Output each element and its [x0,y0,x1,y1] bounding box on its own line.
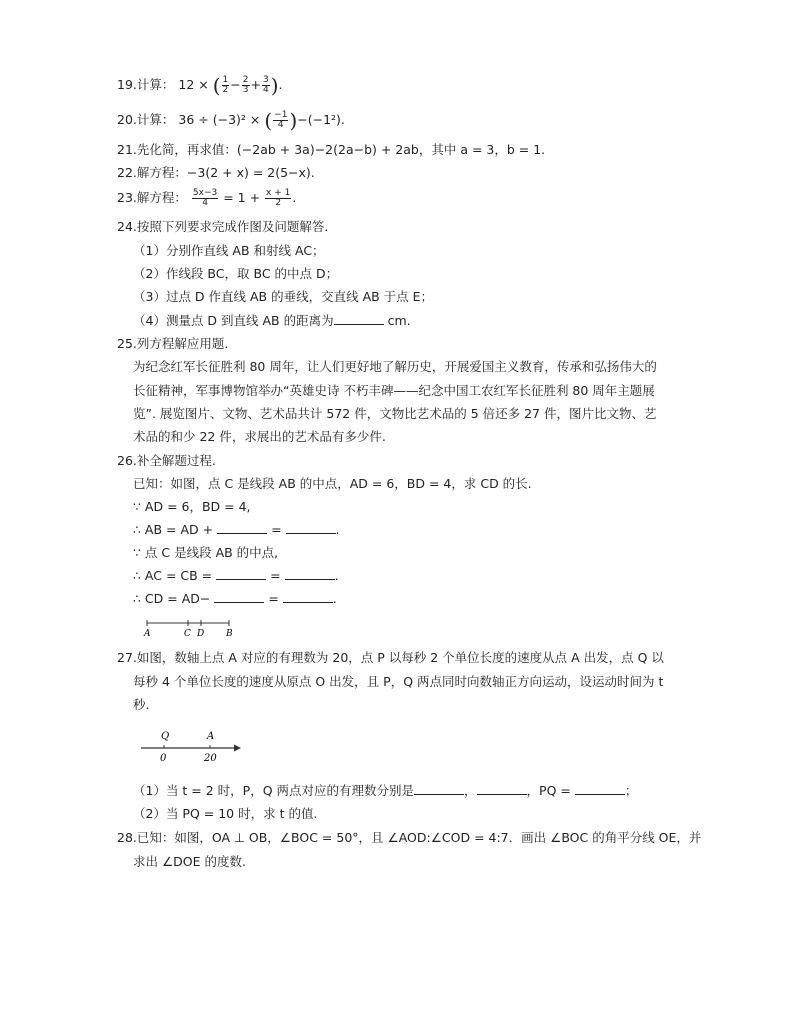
q27-sub1: （1）当 t = 2 时，P，Q 两点对应的有理数分别是 ， ，PQ = ； [133,783,638,798]
question-22: 22.解方程：−3(2 + x) = 2(5−x). [117,165,315,180]
q24-sub1: （1）分别作直线 AB 和射线 AC； [133,243,325,258]
q26-blank-2 [286,521,336,534]
q27-blank-3 [575,782,625,795]
q27-blank-2 [477,782,527,795]
q26-label-b: B [226,629,233,639]
q26-blank-4 [285,567,335,580]
q27-sub2: （2）当 PQ = 10 时，求 t 的值. [133,806,318,821]
q25-p3: 览”. 展览图片、文物、艺术品共计 572 件，文物比艺术品的 5 倍还多 27 件，图片比文物、艺 [133,406,657,421]
question-27: 27.如图，数轴上点 A 对应的有理数为 20，点 P 以每秒 2 个单位长度的速度从点 A 出发，点 Q 以 [117,650,664,665]
q27-number-line [138,728,248,764]
q26-label-a: A [144,629,151,639]
q24-sub2: （2）作线段 BC，取 BC 的中点 D； [133,266,339,281]
q24-sub4: （4）测量点 D 到直线 AB 的距离为 cm. [133,313,411,328]
question-25: 25.列方程解应用题. [117,336,229,351]
q26-step1: ∵ AD = 6，BD = 4, [133,499,251,514]
q24-text: 按照下列要求完成作图及问题解答. [136,219,329,234]
q28-p1: 已知：如图，OA ⊥ OB，∠BOC = 50°，且 ∠AOD:∠COD = 4:7．画出 ∠BOC 的角平分线 OE，并 [136,830,702,845]
q25-p4: 术品的和少 22 件，求展出的艺术品有多少件. [133,429,386,444]
q22-text: 解方程：−3(2 + x) = 2(5−x). [136,165,315,180]
question-26: 26.补全解题过程. [117,453,216,468]
q24-blank [334,312,384,325]
q26-label-c: C [184,629,191,639]
q26-blank-5 [214,590,264,603]
q19-frac-2: $\frac{2}{3}$ [242,75,249,95]
question-28: 28.已知：如图，OA ⊥ OB，∠BOC = 50°，且 ∠AOD:∠COD = 4:7．画出 ∠BOC 的角平分线 OE，并 [117,830,702,845]
q20-number: 20. [117,112,137,127]
q27-tick-0: 0 [160,753,167,764]
q26-segment-figure [140,615,240,639]
q19-lead: 计算： [136,77,175,92]
q27-p3: 秒. [133,697,150,712]
question-21: 21.先化简，再求值：(−2ab + 3a)−2(2a−b) + 2ab，其中 a = 3，b = 1. [117,142,546,157]
q27-label-q: Q [161,731,170,742]
q26-step4: ∴ AC = CB = = . [133,568,339,583]
q28-p2: 求出 ∠DOE 的度数. [133,854,246,869]
question-23: 23.解方程： $\frac{5x-3}{4}$ = 1 + $\frac{x + 1}{2}$ . [117,188,297,208]
q24-sub3: （3）过点 D 作直线 AB 的垂线，交直线 AB 于点 E； [133,289,434,304]
q26-label-d: D [197,629,205,639]
q26-blank-3 [216,567,266,580]
q27-blank-1 [414,782,464,795]
q19-number: 19. [117,77,137,92]
q27-p1: 如图，数轴上点 A 对应的有理数为 20，点 P 以每秒 2 个单位长度的速度从点 A 出发，点 Q 以 [136,650,664,665]
q26-step5: ∴ CD = AD− = . [133,591,337,606]
q21-text: 先化简，再求值：(−2ab + 3a)−2(2a−b) + 2ab，其中 a = 3，b = 1. [136,142,546,157]
q26-step2: ∴ AB = AD + = . [133,522,340,537]
q20-expr-a: 36 ÷ (−3)² × [178,112,261,127]
q23-frac-1: $\frac{5x-3}{4}$ [192,188,218,208]
q26-blank-1 [217,521,267,534]
q23-frac-2: $\frac{x + 1}{2}$ [266,188,291,208]
q19-frac-1: $\frac{1}{2}$ [222,75,229,95]
q26-step3: ∵ 点 C 是线段 AB 的中点, [133,545,279,560]
q27-p2: 每秒 4 个单位长度的速度从原点 O 出发，且 P，Q 两点同时向数轴正方向运动，设运动时间为 t [133,674,664,689]
q19-expr: 12 × [178,77,209,92]
q26-given: 已知：如图，点 C 是线段 AB 的中点，AD = 6，BD = 4，求 CD 的长. [133,476,532,491]
q27-label-a: A [207,731,215,742]
q26-text: 补全解题过程. [136,453,216,468]
q25-p2: 长征精神，军事博物馆举办“英雄史诗 不朽丰碑——纪念中国工农红军长征胜利 80 周年主题展 [133,383,655,398]
q20-lead: 计算： [136,112,175,127]
q20-expr-b: −(−1²). [297,112,345,127]
q26-blank-6 [283,590,333,603]
question-24: 24.按照下列要求完成作图及问题解答. [117,219,329,234]
q19-frac-3: $\frac{3}{4}$ [262,75,269,95]
q27-tick-20: 20 [204,753,217,764]
q25-text: 列方程解应用题. [136,336,229,351]
q20-frac: $\frac{-1}{4}$ [274,110,288,130]
question-20: 20.计算： 36 ÷ (−3)² × ( $\frac{-1}{4}$ )−(−1²). [117,108,345,133]
question-19: 19.计算： 12 × ( $\frac{1}{2}$ − $\frac{2}{3}$ + $\frac{3}{4}$ ). [117,73,283,98]
q25-p1: 为纪念红军长征胜利 80 周年，让人们更好地了解历史，开展爱国主义教育，传承和弘扬伟大的 [133,359,657,374]
